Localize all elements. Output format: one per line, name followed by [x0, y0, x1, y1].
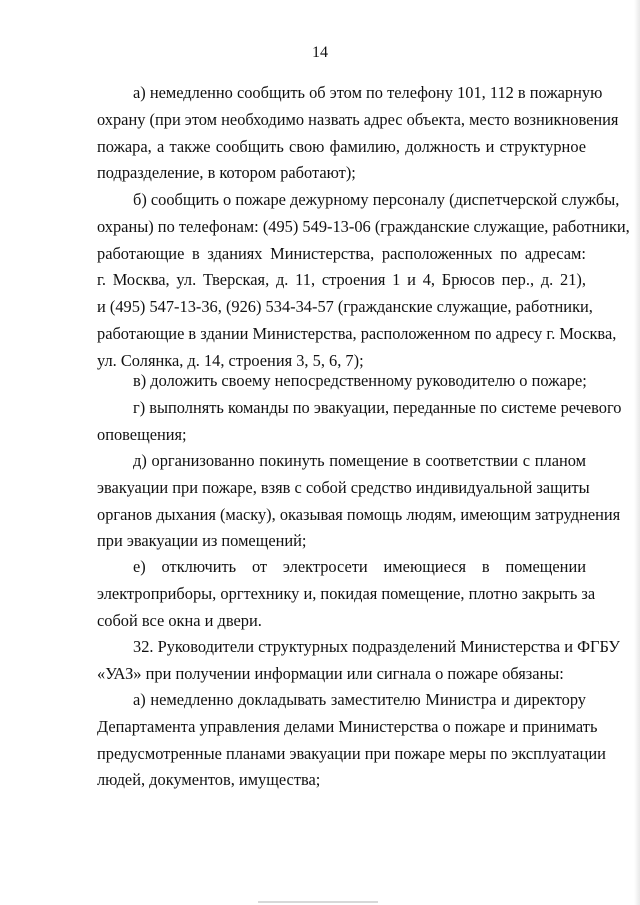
scan-bottom-mark	[258, 901, 378, 903]
paragraph-line: Департамента управления делами Министерства о пожаре и принимать	[97, 716, 598, 736]
paragraph-line: б) сообщить о пожаре дежурному персоналу (диспетчерской службы,	[133, 190, 620, 209]
paragraph-line: электроприборы, оргтехнику и, покидая помещение, плотно закрыть за	[97, 583, 596, 603]
paragraph-line: г. Москва, ул. Тверская, д. 11, строения 1 и 4, Брюсов пер., д. 21),	[97, 270, 586, 290]
paragraph-line: г) выполнять команды по эвакуации, переданные по системе речевого	[133, 398, 622, 417]
paragraph-line: «УАЗ» при получении информации или сигнала о пожаре обязаны:	[97, 663, 564, 683]
paragraph-line: предусмотренные планами эвакуации при пожаре меры по эксплуатации	[97, 743, 606, 763]
scan-edge-shadow	[634, 0, 640, 905]
paragraph-line: органов дыхания (маску), оказывая помощь людям, имеющим затруднения	[97, 504, 621, 524]
paragraph-line: охраны) по телефонам: (495) 549-13-06 (гражданские служащие, работники,	[97, 216, 630, 236]
paragraph-item-v-report-to-manager	[97, 368, 586, 395]
paragraph-item-g-follow-evacuation-commands	[97, 395, 622, 449]
paragraph-item-a-notify-fire-service	[97, 80, 619, 187]
paragraph-line: а) немедленно сообщить об этом по телефону 101, 112 в пожарную	[133, 83, 603, 102]
paragraph-line: в) доложить своему непосредственному руководителю о пожаре;	[133, 371, 587, 390]
paragraph-line: работающие в зданиях Министерства, расположенных по адресам:	[97, 243, 586, 263]
paragraph-line: пожара, а также сообщить свою фамилию, должность и структурное	[97, 136, 586, 156]
paragraph-line: подразделение, в котором работают);	[97, 163, 356, 183]
paragraph-line: е) отключить от электросети имеющиеся в помещении	[133, 557, 586, 576]
paragraph-line: работающие в здании Министерства, расположенном по адресу г. Москва,	[97, 323, 617, 343]
paragraph-line: охрану (при этом необходимо назвать адрес объекта, место возникновения	[97, 109, 619, 129]
paragraph-item-a-report-to-deputy-minister	[97, 687, 606, 794]
page-number: 14	[312, 44, 328, 61]
paragraph-line: людей, документов, имущества;	[97, 770, 321, 790]
paragraph-line: при эвакуации из помещений;	[97, 531, 307, 551]
paragraph-line: д) организованно покинуть помещение в соответствии с планом	[133, 451, 586, 470]
paragraph-line: а) немедленно докладывать заместителю Министра и директору	[133, 690, 586, 709]
paragraph-line: ул. Солянка, д. 14, строения 3, 5, 6, 7);	[97, 350, 364, 370]
paragraph-item-e-disconnect-appliances	[97, 554, 596, 634]
paragraph-clause-32	[97, 634, 620, 688]
paragraph-item-d-leave-premises	[97, 448, 621, 555]
paragraph-line: 32. Руководители структурных подразделений Министерства и ФГБУ	[133, 637, 620, 656]
paragraph-line: эвакуации при пожаре, взяв с собой средство индивидуальной защиты	[97, 477, 590, 497]
paragraph-line: собой все окна и двери.	[97, 610, 262, 630]
paragraph-line: оповещения;	[97, 424, 187, 444]
paragraph-line: и (495) 547-13-36, (926) 534-34-57 (гражданские служащие, работники,	[97, 297, 593, 317]
paragraph-item-b-notify-duty-staff	[97, 187, 630, 375]
